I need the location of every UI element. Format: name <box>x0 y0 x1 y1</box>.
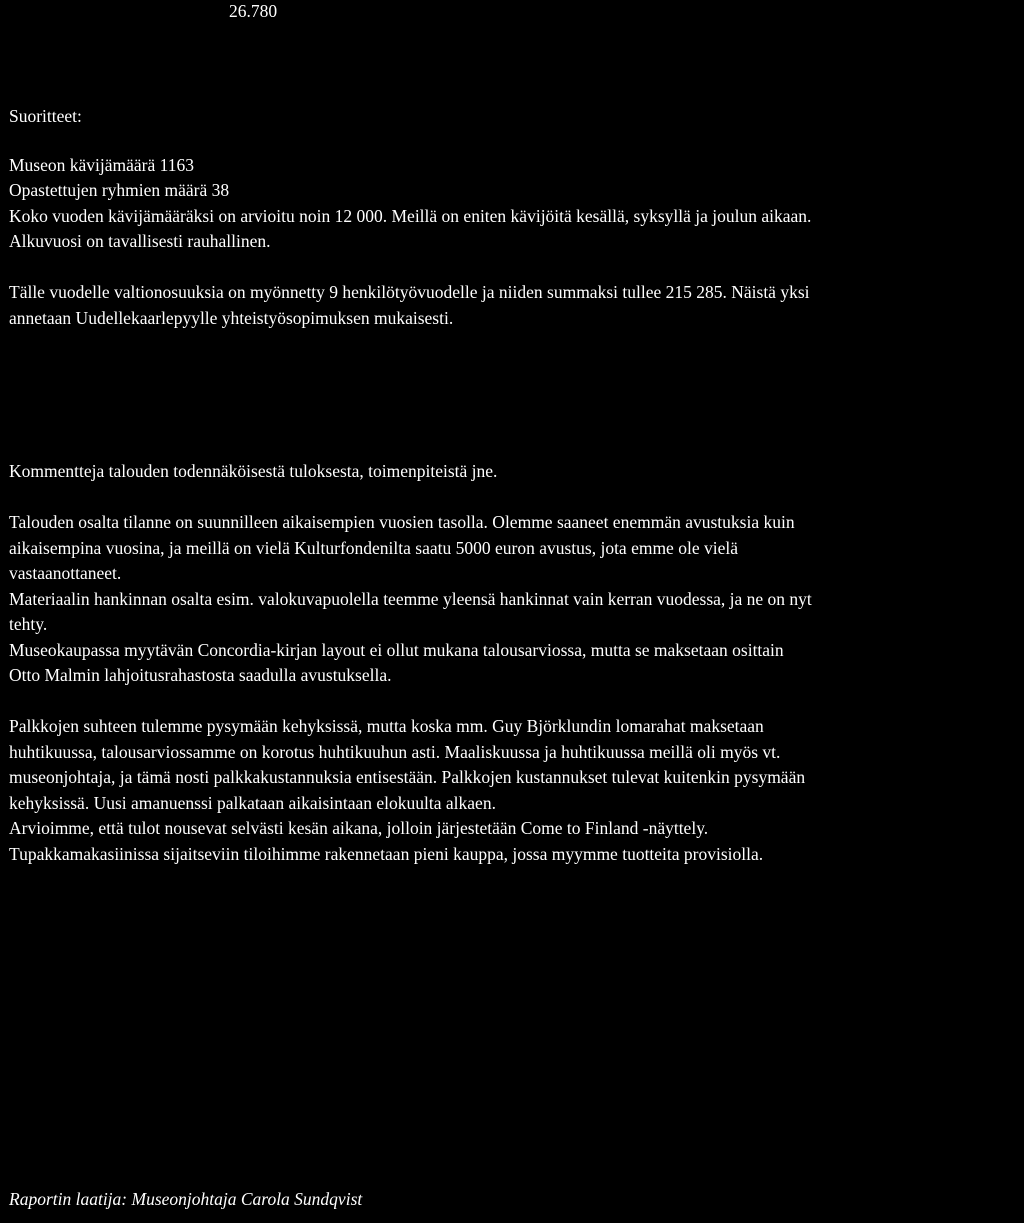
comments-line: Talouden osalta tilanne on suunnilleen aikaisempien vuosien tasolla. Olemme saaneet enemmän avustuksia kuin <box>9 512 795 532</box>
comments-line: vastaanottaneet. <box>9 563 122 583</box>
comments-line: Museokaupassa myytävän Concordia-kirjan layout ei ollut mukana talousarviossa, mutta se maksetaan osittain <box>9 640 784 660</box>
comments-line: tehty. <box>9 614 48 634</box>
early-year-note: Alkuvuosi on tavallisesti rauhallinen. <box>9 231 271 251</box>
guided-groups: Opastettujen ryhmien määrä 38 <box>9 180 230 200</box>
salaries-line: Arvioimme, että tulot nousevat selvästi kesän aikana, jolloin järjestetään Come to Finland -näyttely. <box>9 818 709 838</box>
visitor-count: Museon kävijämäärä 1163 <box>9 155 194 175</box>
report-author: Raportin laatija: Museonjohtaja Carola Sundqvist <box>9 1189 363 1209</box>
comments-line: aikaisempina vuosina, ja meillä on vielä Kulturfondenilta saatu 5000 euron avustus, jota emme ole vielä <box>9 538 738 558</box>
state-aid-line-2: annetaan Uudellekaarlepyylle yhteistyösopimuksen mukaisesti. <box>9 308 454 328</box>
salaries-line: museonjohtaja, ja tämä nosti palkkakustannuksia entisestään. Palkkojen kustannukset tulevat kuitenkin pysymään <box>9 767 806 787</box>
salaries-line: Tupakkamakasiinissa sijaitseviin tiloihimme rakennetaan pieni kauppa, jossa myymme tuotteita provisiolla. <box>9 844 764 864</box>
top-number: 26.780 <box>229 1 278 21</box>
comments-line: Materiaalin hankinnan osalta esim. valokuvapuolella teemme yleensä hankinnat vain kerran vuodessa, ja ne on nyt <box>9 589 812 609</box>
state-aid-line-1: Tälle vuodelle valtionosuuksia on myönnetty 9 henkilötyövuodelle ja niiden summaksi tullee 215 285. Näistä yksi <box>9 282 810 302</box>
salaries-line: Palkkojen suhteen tulemme pysymään kehyksissä, mutta koska mm. Guy Björklundin lomarahat maksetaan <box>9 716 764 736</box>
comments-line: Otto Malmin lahjoitusrahastosta saadulla avustuksella. <box>9 665 392 685</box>
salaries-line: huhtikuussa, talousarviossamme on korotus huhtikuuhun asti. Maaliskuussa ja huhtikuussa meillä oli myös vt. <box>9 742 781 762</box>
comments-heading: Kommentteja talouden todennäköisestä tuloksesta, toimenpiteistä jne. <box>9 461 498 481</box>
salaries-line: kehyksissä. Uusi amanuenssi palkataan aikaisintaan elokuulta alkaen. <box>9 793 496 813</box>
suoritteet-heading: Suoritteet: <box>9 106 82 126</box>
annual-estimate: Koko vuoden kävijämääräksi on arvioitu noin 12 000. Meillä on eniten kävijöitä kesällä, syksyllä ja joulun aikaan. <box>9 206 812 226</box>
